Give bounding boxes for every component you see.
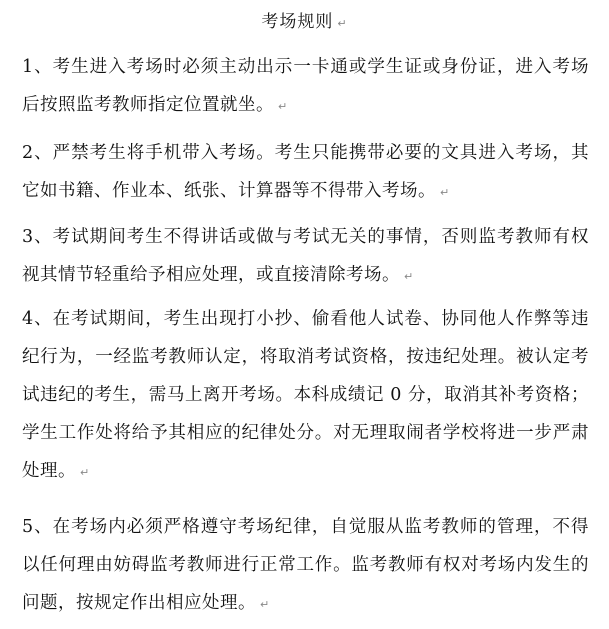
- rule-text-5: 5、在考场内必须严格遵守考场纪律，自觉服从监考教师的管理，不得以任何理由妨碍监考教师进行正常工作。监考教师有权对考场内发生的问题，按规定作出相应处理。: [22, 517, 589, 613]
- rule-paragraph-3: [22, 218, 589, 296]
- rule-paragraph-1: [22, 48, 589, 126]
- rule-paragraph-5: [22, 508, 589, 624]
- document-title-text: 考场规则: [261, 12, 334, 32]
- paragraph-mark-icon: ↵: [404, 270, 414, 283]
- document-title: [0, 6, 609, 40]
- rule-paragraph-2: [22, 134, 589, 212]
- rule-text-2: 2、严禁考生将手机带入考场。考生只能携带必要的文具进入考场，其它如书籍、作业本、纸张、计算器等不得带入考场。: [22, 143, 589, 201]
- rule-text-1: 1、考生进入考场时必须主动出示一卡通或学生证或身份证，进入考场后按照监考教师指定位置就坐。: [22, 57, 589, 115]
- rule-text-3: 3、考试期间考生不得讲话或做与考试无关的事情，否则监考教师有权视其情节轻重给予相应处理，或直接清除考场。: [22, 227, 589, 285]
- paragraph-mark-icon: ↵: [80, 466, 90, 479]
- rule-text-4: 4、在考试期间，考生出现打小抄、偷看他人试卷、协同他人作弊等违纪行为，一经监考教师认定，将取消考试资格，按违纪处理。被认定考试违纪的考生，需马上离开考场。本科成绩记 0 分，取消其补考资格；学生工作处将给予其相应的纪律处分。对无理取闹者学校将进一步严肃处理。: [22, 309, 589, 481]
- paragraph-mark-icon: ↵: [440, 186, 450, 199]
- paragraph-mark-icon: ↵: [260, 598, 270, 611]
- paragraph-mark-icon: ↵: [278, 100, 288, 113]
- rule-paragraph-4: [22, 300, 589, 492]
- paragraph-mark-icon: ↵: [337, 17, 348, 30]
